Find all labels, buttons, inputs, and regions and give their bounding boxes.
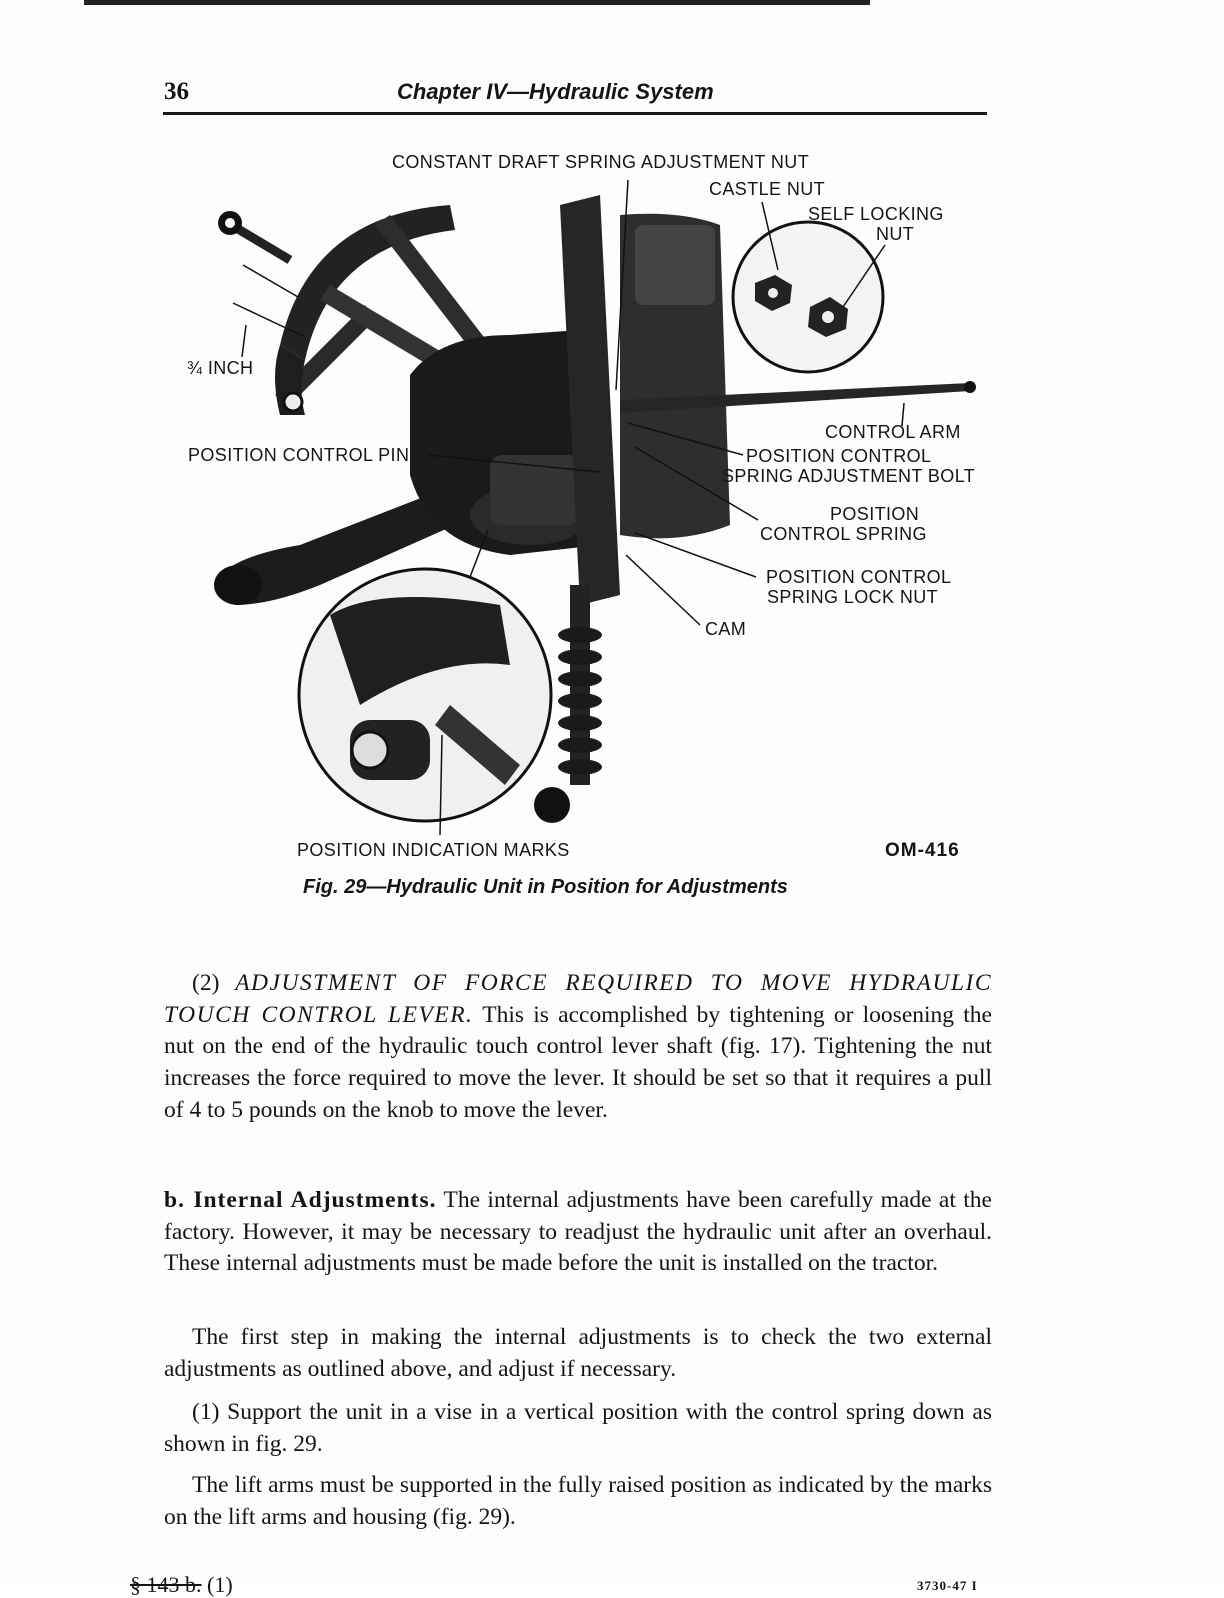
- p1-number: (2): [192, 970, 236, 996]
- quadrant-bolt: [284, 393, 302, 411]
- paragraph-internal-adjustments: [164, 1185, 992, 1280]
- inset-pin-end: [352, 732, 388, 768]
- label-pcsln-line2: SPRING LOCK NUT: [767, 587, 939, 607]
- p2-heading: b. Internal Adjustments.: [164, 1187, 437, 1213]
- label-pcs-line1: POSITION: [830, 504, 920, 524]
- castle-nut-hole: [768, 288, 778, 298]
- footer-ref-struck: § 143 b.: [130, 1572, 202, 1597]
- page-number: 36: [164, 78, 189, 105]
- p5-text: The lift arms must be supported in the fully raised position as indicated by the marks on the lift arms and housing (fig. 29).: [164, 1472, 992, 1530]
- p1-text: This is accomplished by tightening or loosening the nut on the end of the hydraulic touch control lever shaft (fig. 17). Tightening the nut increases the force required to move the lever. It should be set so that it requires a pull of 4 to 5 pounds on the knob to move the lever.: [164, 1001, 992, 1123]
- label-position-indication-marks: POSITION INDICATION MARKS: [297, 840, 570, 860]
- figure-caption: Fig. 29—Hydraulic Unit in Position for Adjustments: [303, 876, 788, 898]
- label-self-locking-nut: NUT: [876, 224, 915, 244]
- label-cam: CAM: [705, 619, 747, 639]
- header-rule: [163, 112, 987, 115]
- paragraph-support-unit: [164, 1397, 992, 1460]
- p3-text: The first step in making the internal adjustments is to check the two external adjustments as outlined above, and adjust if necessary.: [164, 1324, 992, 1382]
- paragraph-first-step: [164, 1322, 992, 1385]
- p4-text: (1) Support the unit in a vise in a vertical position with the control spring down as shown in fig. 29.: [164, 1399, 992, 1457]
- label-control-arm: CONTROL ARM: [825, 422, 961, 442]
- footer-ref-tail: (1): [201, 1572, 233, 1597]
- locking-nut-hole: [822, 311, 834, 323]
- p2-text: The internal adjustments have been carefully made at the factory. However, it may be necessary to readjust the hydraulic unit after an overhaul. These internal adjustments must be made before the unit is installed on the tractor.: [164, 1187, 992, 1277]
- control-arm-knob: [964, 381, 976, 393]
- footer-section-ref: [130, 1572, 233, 1598]
- figure-code: OM-416: [885, 840, 960, 861]
- label-castle-nut: CASTLE NUT: [709, 179, 826, 199]
- label-pcsab-line1: POSITION CONTROL: [746, 446, 932, 466]
- paragraph-force-adjustment: [164, 968, 992, 1127]
- lift-arm-end: [214, 565, 262, 605]
- label-pcs-line2: CONTROL SPRING: [760, 524, 927, 544]
- label-pcsab-line2: SPRING ADJUSTMENT BOLT: [722, 466, 976, 486]
- label-three-quarter-inch: ¾ INCH: [187, 358, 254, 378]
- label-constant-draft-nut: CONSTANT DRAFT SPRING ADJUSTMENT NUT: [392, 152, 810, 172]
- top-scan-bar: [84, 0, 870, 5]
- rod-eye-hole: [225, 218, 235, 228]
- paragraph-lift-arms: [164, 1470, 992, 1533]
- footer-code: 3730-47 I: [917, 1578, 978, 1593]
- label-pcsln-line1: POSITION CONTROL: [766, 567, 952, 587]
- cylinder-top: [635, 225, 715, 305]
- chapter-title: Chapter IV—Hydraulic System: [397, 79, 714, 104]
- p1-heading: ADJUSTMENT OF FORCE REQUIRED TO MOVE HYDRAULIC TOUCH CONTROL LEVER.: [164, 970, 992, 1028]
- label-self-locking: SELF LOCKING: [808, 204, 944, 224]
- label-position-control-pin: POSITION CONTROL PIN: [188, 445, 410, 465]
